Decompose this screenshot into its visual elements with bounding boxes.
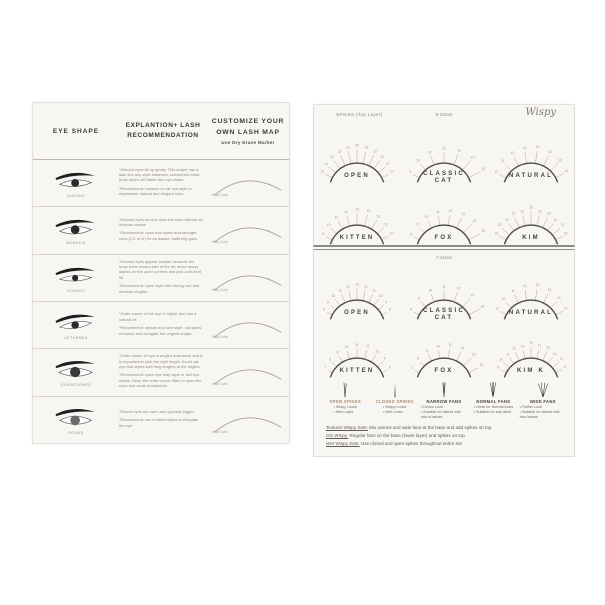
svg-text:13: 13 — [366, 209, 371, 214]
eye-illustration-icon — [50, 263, 102, 287]
svg-text:12: 12 — [380, 155, 385, 160]
svg-text:OPEN: OPEN — [344, 173, 371, 179]
lash-recommendation-text: “Outer corner of the eye is higher and has a natural lift. “Recommend: almost any lash style; cat styles enhance and elongate the original shape. — [119, 311, 202, 336]
eye-shape-label: DOWNTURNED — [60, 383, 92, 388]
svg-text:13: 13 — [522, 146, 526, 151]
legend-open-spikes — [322, 381, 368, 420]
legend-bullets: • Dense Look • Suitable for clients with lots of lashes — [421, 405, 467, 420]
eye-shape-row-hooded — [33, 254, 289, 301]
svg-text:10: 10 — [390, 169, 394, 174]
svg-text:13: 13 — [373, 149, 377, 154]
fan-type-legend — [314, 378, 574, 420]
svg-text:11: 11 — [564, 169, 568, 174]
lash-map-natural — [487, 262, 574, 320]
svg-text:9: 9 — [425, 348, 428, 353]
svg-text:14: 14 — [472, 218, 477, 223]
svg-text:12: 12 — [456, 286, 461, 291]
map-note: Map Curls — [212, 240, 228, 245]
svg-text:13: 13 — [546, 211, 551, 216]
eye-illustration-icon — [50, 405, 102, 429]
svg-text:11: 11 — [512, 346, 516, 351]
wispy-brand-logo: Wispy — [525, 107, 556, 118]
svg-text:11: 11 — [448, 343, 452, 348]
svg-text:10: 10 — [494, 169, 498, 174]
svg-text:9: 9 — [327, 300, 330, 305]
svg-text:13: 13 — [528, 340, 533, 345]
svg-text:11: 11 — [386, 161, 390, 166]
lash-map-classic-cat — [401, 262, 488, 320]
svg-text:12: 12 — [510, 151, 514, 156]
lash-map-kitten — [314, 183, 401, 245]
footer-line-wet-wispy: Wet Wispy Sets: Use closed and open spikes throughout entire set — [326, 440, 462, 446]
svg-text:11: 11 — [436, 210, 440, 215]
eye-shape-column-header: EYE SHAPE — [52, 127, 100, 135]
svg-text:10: 10 — [390, 231, 394, 236]
eye-illustration-icon — [50, 310, 102, 334]
svg-text:7: 7 — [411, 366, 414, 371]
customize-title: CUSTOMIZE YOUR OWN LASH MAP — [211, 118, 285, 136]
svg-text:12: 12 — [537, 209, 542, 214]
svg-text:10: 10 — [379, 293, 383, 298]
svg-text:9: 9 — [563, 365, 566, 370]
svg-text:13: 13 — [470, 293, 474, 298]
svg-text:12: 12 — [547, 288, 551, 293]
svg-text:KITTEN: KITTEN — [339, 235, 375, 241]
svg-text:11: 11 — [553, 217, 557, 222]
svg-text:10: 10 — [552, 351, 557, 356]
svg-text:11: 11 — [428, 150, 432, 155]
footer-line-og-wispy: OG Wispy: Regular fans on the base (lower layer) and spikes on top — [326, 432, 465, 438]
svg-text:CLASSIC: CLASSIC — [423, 308, 465, 314]
legend-bullets: • Wispy Looks • Wet Looks — [383, 405, 406, 415]
svg-text:12: 12 — [557, 158, 562, 163]
eye-shape-label: MONOLID — [66, 241, 86, 246]
legend-bullets: • Fluffier Look • Suitable for clients with less lashes — [520, 405, 566, 420]
svg-text:10: 10 — [563, 306, 568, 311]
svg-text:11: 11 — [504, 217, 509, 222]
lash-recommendation-text: “Hooded eyes appear smaller because the brow bone covers part of the lid; avoid heavy lashes on the outer corners and pick curls that lift. “Recommend: open style with strong curl and medium lengths. — [119, 258, 201, 294]
svg-text:10: 10 — [498, 357, 503, 362]
svg-text:9: 9 — [416, 222, 419, 227]
svg-text:9: 9 — [384, 356, 386, 361]
svg-text:12: 12 — [346, 284, 351, 289]
customize-column-header — [207, 117, 289, 144]
svg-text:14: 14 — [346, 145, 350, 150]
eye-shape-label: HOODED — [66, 288, 86, 293]
svg-text:8: 8 — [323, 307, 326, 312]
svg-text:8: 8 — [329, 357, 332, 362]
blank-lash-map-area[interactable] — [207, 349, 289, 395]
left-card-header — [33, 103, 289, 160]
svg-text:CLASSIC: CLASSIC — [423, 171, 465, 177]
legend-bullets: • Great for Normal looks • Suitable for any client — [474, 405, 513, 415]
legend-closed-spikes — [371, 381, 417, 420]
legend-narrow-fans — [421, 381, 467, 420]
length-range-label: 7-14mm — [435, 255, 453, 260]
lash-recommendation-text: “Almond eyes tilt up gently. This shape has a lash line any style balances; considered ideal. Most styles will flatter this eye shape. “Recommend: balance or cat eye style to emphasize natural and elegant eyes. — [119, 166, 201, 197]
svg-text:12: 12 — [376, 214, 381, 219]
right-top-header — [314, 105, 574, 121]
svg-text:8: 8 — [410, 232, 413, 237]
svg-text:KITTEN: KITTEN — [339, 368, 375, 374]
eye-shape-label: ALMOND — [67, 194, 85, 199]
eye-shape-reference-card — [32, 102, 290, 444]
set-style-notes — [314, 420, 574, 447]
legend-normal-fans — [470, 381, 516, 420]
fans-lash-map-card — [313, 249, 575, 457]
svg-text:11: 11 — [324, 161, 329, 166]
blank-lash-map-area[interactable] — [207, 160, 289, 206]
blank-lash-map-area[interactable] — [207, 207, 289, 253]
customize-subtitle: Use Dry Erase Marker — [221, 139, 275, 145]
lash-recommendation-text: “Round eyes are open and typically bigger. “Recommend: cat or kitten styles to elongate the eye. — [119, 408, 199, 428]
normal-fan-icon — [486, 381, 500, 398]
svg-text:9: 9 — [385, 300, 388, 305]
svg-text:15: 15 — [528, 205, 533, 210]
footer-line-texture: Texture/ Wispy Sets: Mix narrow and wide fans at the base and add spikes on top — [326, 424, 492, 430]
svg-text:13: 13 — [337, 149, 342, 154]
svg-text:NATURAL: NATURAL — [508, 310, 553, 316]
map-note: Map Curls — [212, 192, 228, 197]
svg-text:13: 13 — [355, 282, 360, 287]
svg-text:14: 14 — [535, 145, 540, 150]
svg-text:11: 11 — [559, 356, 564, 361]
spikes-layer-label: SPIKES (Top Layer) — [336, 112, 383, 117]
svg-text:FOX: FOX — [434, 368, 454, 374]
lash-maps-grid — [314, 121, 574, 245]
svg-text:11: 11 — [510, 289, 515, 293]
svg-text:11: 11 — [338, 288, 343, 293]
svg-text:11: 11 — [384, 222, 389, 227]
svg-text:8: 8 — [496, 365, 499, 370]
legend-title: WIDE FANS — [529, 399, 556, 404]
map-note: Map Curls — [212, 334, 228, 339]
lash-recommendation-text: “Outer corner of eye is angled downward and it is important to pick the right length. Avoid cat eye and styles with long lengths at the angles. “Recommend: open eye map style or doll eye shape. Keep the outer corner lifted to open the eyes and avoid droopiness. — [119, 353, 203, 389]
legend-title: NORMAL FANS — [476, 399, 511, 404]
eye-illustration-icon — [50, 357, 102, 381]
svg-text:14: 14 — [470, 155, 475, 160]
blank-lash-map-area[interactable] — [207, 302, 289, 348]
lash-map-fox — [401, 320, 488, 378]
eye-shape-rows — [33, 160, 289, 443]
svg-text:11: 11 — [366, 344, 370, 349]
svg-text:15: 15 — [481, 229, 486, 234]
svg-text:10: 10 — [331, 293, 336, 298]
svg-text:KIM K: KIM K — [516, 368, 545, 374]
wide-fan-icon — [536, 381, 550, 398]
svg-text:11: 11 — [442, 284, 446, 289]
svg-text:OPEN: OPEN — [344, 310, 371, 316]
svg-text:12: 12 — [344, 210, 349, 215]
svg-text:KIM: KIM — [521, 235, 540, 241]
svg-text:8: 8 — [389, 307, 392, 312]
svg-text:13: 13 — [355, 207, 360, 212]
svg-text:13: 13 — [535, 283, 539, 288]
svg-text:12: 12 — [522, 284, 527, 289]
svg-text:13: 13 — [511, 211, 515, 216]
svg-text:13: 13 — [471, 352, 476, 357]
lash-recommendation-text: “Monolid eyes tend to open the eyes without an obvious crease. “Recommend: open eye styles and stronger curls (CC or D) for an awake, flattering gaze. — [119, 216, 203, 241]
lash-map-open — [314, 262, 401, 320]
map-note: Map Curls — [212, 287, 228, 292]
svg-text:9: 9 — [506, 352, 509, 357]
svg-text:10: 10 — [436, 344, 440, 349]
svg-text:14: 14 — [480, 304, 485, 309]
svg-text:FOX: FOX — [434, 235, 454, 241]
svg-text:13: 13 — [457, 148, 461, 153]
svg-text:12: 12 — [460, 346, 465, 351]
eye-shape-row-monolid — [33, 206, 289, 253]
svg-text:13: 13 — [479, 363, 484, 368]
open-spike-icon — [338, 381, 352, 398]
lash-map-kim — [487, 183, 574, 245]
svg-text:12: 12 — [519, 209, 524, 214]
svg-text:9: 9 — [322, 232, 325, 237]
svg-text:12: 12 — [330, 155, 335, 160]
eye-shape-row-upturned — [33, 301, 289, 348]
svg-text:12: 12 — [497, 223, 501, 228]
lash-map-open — [314, 121, 401, 183]
svg-text:14: 14 — [364, 145, 369, 150]
svg-text:10: 10 — [327, 223, 331, 227]
svg-text:12: 12 — [546, 345, 550, 350]
svg-text:10: 10 — [320, 169, 325, 174]
legend-wide-fans — [520, 381, 566, 420]
svg-text:12: 12 — [448, 209, 453, 214]
blank-lash-map-area[interactable] — [207, 397, 289, 443]
svg-text:12: 12 — [364, 284, 369, 289]
map-note: Map Curls — [212, 429, 228, 434]
svg-text:11: 11 — [500, 159, 505, 164]
blank-lash-map-area[interactable] — [207, 255, 289, 301]
svg-text:11: 11 — [334, 215, 339, 220]
eye-shape-row-round — [33, 396, 289, 443]
legend-bullets: • Wispy Looks • Wet Looks — [334, 405, 357, 415]
svg-text:10: 10 — [424, 214, 429, 219]
spikes-lash-map-card — [313, 104, 575, 247]
lash-maps-grid — [314, 262, 574, 378]
narrow-fan-icon — [437, 381, 451, 398]
svg-text:15: 15 — [355, 143, 360, 148]
svg-text:9: 9 — [496, 307, 498, 312]
svg-text:9: 9 — [409, 170, 412, 175]
svg-text:10: 10 — [375, 349, 380, 354]
legend-title: OPEN SPIKES — [329, 399, 362, 404]
svg-text:13: 13 — [547, 150, 552, 155]
map-note: Map Curls — [212, 382, 228, 387]
svg-text:11: 11 — [372, 288, 376, 293]
lash-map-fox — [401, 183, 488, 245]
svg-text:9: 9 — [336, 350, 339, 355]
eye-illustration-icon — [50, 168, 102, 192]
svg-text:9: 9 — [417, 296, 420, 301]
eye-shape-label: UPTURNED — [64, 336, 88, 341]
svg-text:10: 10 — [428, 288, 433, 293]
svg-text:CAT: CAT — [434, 178, 454, 183]
svg-text:11: 11 — [557, 296, 561, 301]
svg-text:8: 8 — [410, 307, 413, 312]
legend-title: NARROW FANS — [426, 399, 462, 404]
eye-shape-label: ROUND — [68, 430, 84, 435]
svg-text:13: 13 — [461, 212, 465, 217]
svg-text:12: 12 — [442, 146, 446, 151]
svg-text:10: 10 — [416, 158, 420, 163]
closed-spike-icon — [388, 381, 402, 398]
svg-text:7: 7 — [324, 366, 327, 371]
svg-text:11: 11 — [537, 343, 541, 348]
length-range-label: 9-15mm — [435, 112, 453, 117]
svg-text:CAT: CAT — [434, 315, 454, 320]
lash-map-natural — [487, 121, 574, 183]
legend-title: CLOSED SPIKES — [375, 399, 414, 404]
eye-illustration-icon — [50, 215, 102, 239]
svg-text:10: 10 — [520, 344, 525, 349]
lash-map-classic-cat — [401, 121, 488, 183]
svg-text:8: 8 — [417, 356, 420, 361]
svg-text:11: 11 — [355, 342, 360, 347]
eye-shape-row-almond — [33, 160, 289, 206]
svg-text:12: 12 — [560, 223, 564, 228]
explanation-column-header: EXPLANTION+ LASH RECOMMENDATION — [125, 122, 201, 139]
svg-text:10: 10 — [563, 231, 568, 236]
lash-map-kitten — [314, 320, 401, 378]
svg-text:15: 15 — [481, 167, 486, 172]
svg-text:NATURAL: NATURAL — [508, 173, 553, 179]
svg-text:8: 8 — [389, 365, 392, 370]
lash-map-kim-k — [487, 320, 574, 378]
svg-text:10: 10 — [501, 296, 506, 301]
eye-shape-row-downturned — [33, 348, 289, 395]
svg-text:10: 10 — [494, 231, 498, 236]
svg-text:10: 10 — [344, 345, 349, 350]
